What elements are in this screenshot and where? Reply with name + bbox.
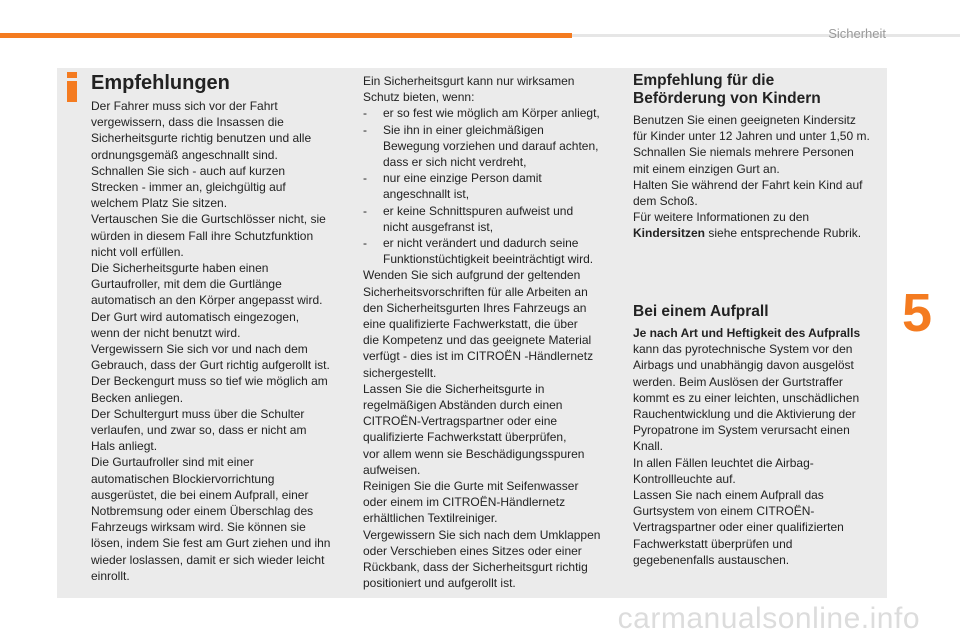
text-line: wieder loslassen, damit er sich wieder leicht	[91, 552, 325, 567]
text-line: In allen Fällen leuchtet die Airbag-	[633, 455, 814, 470]
recommendations-title: Empfehlungen	[91, 72, 230, 94]
text-line: er keine Schnittspuren aufweist und	[383, 203, 574, 218]
list-dash: -	[363, 106, 367, 121]
text-line: Airbags und unabhängig davon ausgelöst	[633, 358, 854, 373]
text-line: den Sicherheitsgurten Ihres Fahrzeugs an	[363, 300, 587, 315]
text-line: ordnungsgemäß angeschnallt sind.	[91, 147, 278, 162]
text-line: er so fest wie möglich am Körper anliegt,	[383, 106, 600, 121]
text-line: vergewissern, dass die Insassen die	[91, 115, 284, 130]
text-line: Schnallen Sie niemals mehrere Personen	[633, 145, 854, 160]
text-line: nicht ausgefranst ist,	[383, 219, 494, 234]
list-dash: -	[363, 236, 367, 251]
text-line: Sicherheitsgurte richtig benutzen und alle	[91, 131, 312, 146]
text-line: oder einem im CITROËN-Händlernetz	[363, 495, 566, 510]
text-line: einrollt.	[91, 568, 130, 583]
list-item-text	[383, 203, 617, 235]
text-line: werden. Beim Auslösen der Gurtstraffer	[633, 374, 843, 389]
text-line: Hals anliegt.	[91, 439, 158, 454]
text-line: automatischen Blockiervorrichtung	[91, 471, 275, 486]
text-line: für Kinder unter 12 Jahren und unter 1,50 m.	[633, 129, 870, 144]
list-item-text	[383, 105, 617, 121]
text-line: Vertragspartner oder einer qualifizierten	[633, 520, 844, 535]
header-rule	[572, 34, 960, 37]
text-line: Schutz bieten, wenn:	[363, 90, 475, 105]
text-line: Lassen Sie nach einem Aufprall das	[633, 488, 824, 503]
text-line: verfügt - dies ist im CITROËN -Händlernetz	[363, 349, 594, 364]
text-line: automatisch an den Körper angepasst wird.	[91, 293, 323, 308]
text-line: Ein Sicherheitsgurt kann nur wirksamen	[363, 74, 575, 88]
text-line: gegebenenfalls austauschen.	[633, 552, 790, 567]
text-line: Fahrzeugs wirksam wird. Sie können sie	[91, 520, 306, 535]
text-line: nur eine einzige Person damit	[383, 171, 542, 186]
text-line: positioniert und aufgerollt ist.	[363, 576, 516, 591]
text-line: Knall.	[633, 439, 664, 454]
text-line: Gurtsystem von einem CITROËN-	[633, 504, 815, 519]
text-line: verlaufen, und zwar so, dass er nicht am	[91, 423, 307, 438]
text-line: Der Fahrer muss sich vor der Fahrt	[91, 99, 278, 113]
text-line	[633, 225, 881, 241]
text-line: Der Beckengurt muss so tief wie möglich am	[91, 374, 328, 389]
child-transport-text	[633, 112, 881, 242]
text-line: Strecken - immer an, gleichgültig auf	[91, 180, 286, 195]
text-line: regelmäßigen Abständen durch einen	[363, 398, 563, 413]
text-line: Vergewissern Sie sich vor und nach dem	[91, 342, 308, 357]
list-dash: -	[363, 171, 367, 186]
text-line: ausgerüstet, die bei einem Aufprall, einer	[91, 487, 309, 502]
text-line: Halten Sie während der Fahrt kein Kind auf	[633, 177, 863, 192]
text-line: Reinigen Sie die Gurte mit Seifenwasser	[363, 479, 579, 494]
text-line: Sicherheitsvorschriften für alle Arbeiten an	[363, 284, 588, 299]
text-line: Schnallen Sie sich - auch auf kurzen	[91, 163, 286, 178]
text-line: Rückbank, dass der Sicherheitsgurt richtig	[363, 560, 588, 575]
text-line: oder Verschieben eines Sitzes oder einer	[363, 543, 582, 558]
text-line: erhältlichen Textilreiniger.	[363, 511, 498, 526]
list-item-text	[383, 235, 617, 267]
text-line: er nicht verändert und dadurch seine	[383, 236, 579, 251]
text-line: welchem Platz Sie sitzen.	[91, 196, 228, 211]
text-line: Bewegung vorziehen und darauf achten,	[383, 138, 599, 153]
text-line: Pyropatrone im System verursacht einen	[633, 423, 850, 438]
text-line: Funktionstüchtigkeit beeinträchtigt wird.	[383, 252, 594, 267]
text-line: CITROËN-Vertragspartner oder eine	[363, 414, 558, 429]
text-line: Der Gurt wird automatisch eingezogen,	[91, 309, 300, 324]
info-icon	[60, 72, 84, 102]
header-accent-bar	[0, 33, 572, 38]
recommendations-text	[91, 98, 349, 584]
crash-text	[633, 325, 881, 568]
bold-term: Kindersitzen	[633, 226, 706, 241]
text-line: kommt es zu einer leichten, unschädlichen	[633, 390, 860, 405]
text-line: nicht voll erfüllen.	[91, 244, 184, 259]
chapter-number: 5	[902, 283, 933, 343]
list-item	[363, 105, 617, 121]
text-line: würden in diesem Fall ihre Schutzfunktion	[91, 228, 314, 243]
text-line: die Kompetenz und das geeignete Material	[363, 333, 592, 348]
text-line: dass er sich nicht verdreht,	[383, 155, 527, 170]
text-line: Wenden Sie sich aufgrund der geltenden	[363, 268, 581, 283]
text-line: Fachwerkstatt überprüfen und	[633, 536, 793, 551]
text-line: Vergewissern Sie sich nach dem Umklappen	[363, 527, 601, 542]
crash-title: Bei einem Aufprall	[633, 303, 769, 320]
text-line: qualifizierte Fachwerkstatt überprüfen,	[363, 430, 567, 445]
watermark: carmanualsonline.info	[617, 602, 920, 635]
text-line: Gurtaufroller, mit dem die Gurtlänge	[91, 277, 282, 292]
text-line: Notbremsung oder einem Überschlag des	[91, 504, 314, 519]
list-item-text	[383, 122, 617, 171]
text-line: Kontrollleuchte auf.	[633, 471, 736, 486]
list-item-text	[383, 170, 617, 202]
text-line: wenn der nicht benutzt wird.	[91, 325, 241, 340]
list-item	[363, 235, 617, 267]
list-item	[363, 203, 617, 235]
text-line: Sie ihn in einer gleichmäßigen	[383, 122, 544, 137]
child-transport-title: Empfehlung für die Beförderung von Kindern	[633, 72, 821, 107]
text-line: lösen, indem Sie fest am Gurt ziehen und ihn	[91, 536, 331, 551]
text-span: siehe entsprechende Rubrik.	[705, 226, 862, 241]
text-line: Benutzen Sie einen geeigneten Kindersitz	[633, 113, 856, 127]
text-line: Vertauschen Sie die Gurtschlösser nicht, sie	[91, 212, 326, 227]
text-line: Gebrauch, dass der Gurt richtig aufgerollt ist.	[91, 358, 330, 373]
text-line: vor allem wenn sie Beschädigungsspuren	[363, 446, 585, 461]
text-line: sichergestellt.	[363, 365, 437, 380]
text-line: mit einem einzigen Gurt an.	[633, 161, 780, 176]
text-line: Die Gurtaufroller sind mit einer	[91, 455, 254, 470]
text-line: Für weitere Informationen zu den	[633, 210, 810, 225]
text-line: kann das pyrotechnische System vor den	[633, 342, 853, 357]
list-item	[363, 170, 617, 202]
belt-conditions-text	[363, 73, 617, 592]
text-line: Der Schultergurt muss über die Schulter	[91, 406, 305, 421]
text-line: Lassen Sie die Sicherheitsgurte in	[363, 381, 545, 396]
text-line: Rauchentwicklung und die Aktivierung der	[633, 407, 856, 422]
text-line: dem Schoß.	[633, 194, 698, 209]
section-title: Sicherheit	[828, 26, 886, 41]
text-line: Becken anliegen.	[91, 390, 184, 405]
text-line: eine qualifizierte Fachwerkstatt, die über	[363, 317, 578, 332]
text-line: aufweisen.	[363, 462, 421, 477]
list-dash: -	[363, 203, 367, 218]
crash-lead: Je nach Art und Heftigkeit des Aufpralls	[633, 326, 861, 340]
list-item	[363, 122, 617, 171]
text-line: angeschnallt ist,	[383, 187, 470, 202]
text-line: Die Sicherheitsgurte haben einen	[91, 261, 269, 276]
list-dash: -	[363, 122, 367, 137]
